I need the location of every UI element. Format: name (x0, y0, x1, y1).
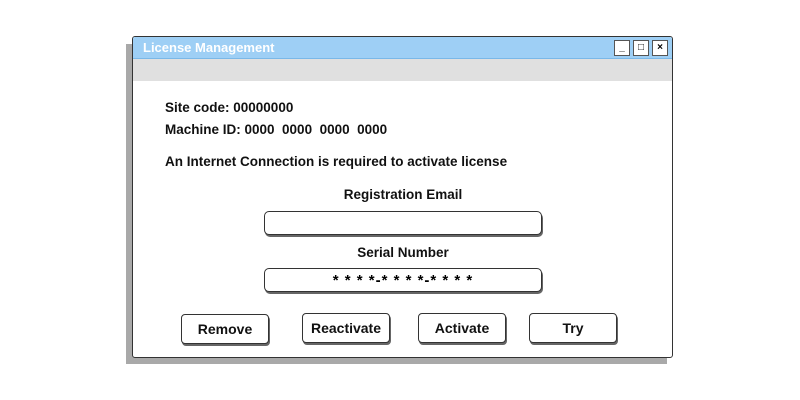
try-button[interactable]: Try (529, 313, 617, 343)
minimize-button[interactable]: _ (614, 40, 630, 56)
reactivate-button[interactable]: Reactivate (302, 313, 390, 343)
internet-notice: An Internet Connection is required to activate license (165, 154, 508, 169)
email-label: Registration Email (343, 187, 463, 202)
email-input[interactable] (264, 211, 542, 235)
toolbar-band (133, 59, 672, 81)
license-window (132, 36, 673, 358)
activate-button[interactable]: Activate (418, 313, 506, 343)
site-code: Site code: 00000000 (165, 100, 294, 115)
serial-input[interactable]: * * * *-* * * *-* * * * (264, 268, 542, 292)
close-button[interactable]: × (652, 40, 668, 56)
window-title: License Management (143, 40, 275, 55)
remove-button[interactable]: Remove (181, 314, 269, 344)
maximize-button[interactable]: □ (633, 40, 649, 56)
title-bar[interactable] (133, 37, 672, 59)
machine-id: Machine ID: 0000 0000 0000 0000 (165, 122, 388, 137)
serial-label: Serial Number (357, 245, 449, 260)
